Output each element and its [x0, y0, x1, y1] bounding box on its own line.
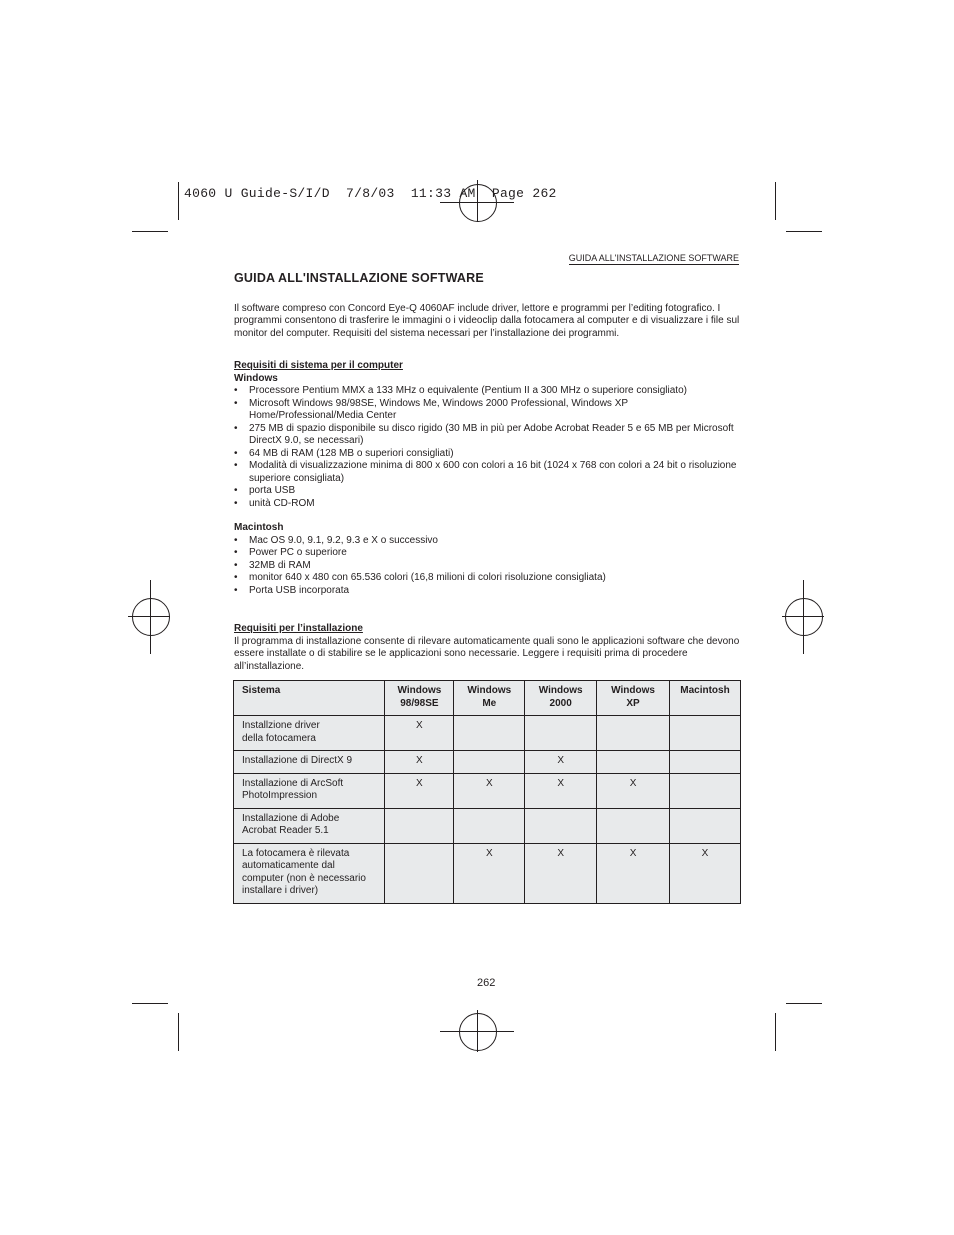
header-sistema: Sistema: [234, 681, 385, 716]
table-cell: [670, 808, 741, 843]
table-row: [234, 808, 741, 843]
registration-mark-icon: [128, 616, 170, 617]
table-cell: X: [385, 751, 454, 774]
list-item: • Mac OS 9.0, 9.1, 9.2, 9.3 e X o successivo: [234, 535, 740, 548]
table-cell: X: [670, 843, 741, 903]
table-cell: [525, 808, 597, 843]
table-cell: X: [454, 773, 525, 808]
row-label: Installazione di Adobe Acrobat Reader 5.1: [234, 808, 385, 843]
table-cell: [454, 751, 525, 774]
table-row: [234, 843, 741, 903]
crop-mark: [786, 1003, 822, 1004]
table-cell: [385, 843, 454, 903]
table-cell: [597, 808, 670, 843]
crop-mark: [775, 1013, 776, 1051]
row-label: Installazione di ArcSoft PhotoImpression: [234, 773, 385, 808]
table-cell: [525, 716, 597, 751]
list-item: • 64 MB di RAM (128 MB o superiori consigliati): [234, 448, 740, 461]
crop-mark: [775, 182, 776, 220]
header-macintosh: Macintosh: [670, 681, 741, 716]
install-requirements-heading: Requisiti per l’installazione: [234, 623, 363, 634]
row-label: La fotocamera è rilevata automaticamente dal computer (non è necessario installare i driver): [234, 843, 385, 903]
crop-mark: [786, 231, 822, 232]
header-winme: Windows Me: [454, 681, 525, 716]
crop-mark: [178, 182, 179, 220]
table-header-row: [234, 681, 741, 716]
registration-mark-icon: [477, 1010, 478, 1052]
macintosh-label: Macintosh: [234, 522, 284, 533]
list-item: • 275 MB di spazio disponibile su disco rigido (30 MB in più per Adobe Acrobat Reader 5 e 65 MB per Microsoft DirectX 9.0, se necessari): [234, 423, 740, 448]
registration-mark-icon: [459, 1013, 497, 1051]
row-label: Installzione driver della fotocamera: [234, 716, 385, 751]
table-row: [234, 751, 741, 774]
table-cell: [385, 808, 454, 843]
list-item: • Porta USB incorporata: [234, 585, 740, 598]
install-requirements-text: Il programma di installazione consente di rilevare automaticamente quali sono le applicazioni software che devono essere installate o di stabilire se le applicazioni sono necessarie. Leggere i requisiti prima di procedere all’installazione.: [234, 635, 740, 672]
table-cell: [670, 751, 741, 774]
registration-mark-icon: [785, 598, 823, 636]
header-win98: Windows 98/98SE: [385, 681, 454, 716]
table-cell: X: [597, 773, 670, 808]
table-cell: X: [525, 751, 597, 774]
windows-label: Windows: [234, 372, 278, 384]
list-item: • Power PC o superiore: [234, 547, 740, 560]
list-item: • monitor 640 x 480 con 65.536 colori (16,8 milioni di colori risoluzione consigliata): [234, 572, 740, 585]
intro-paragraph: Il software compreso con Concord Eye-Q 4060AF include driver, lettore e programmi per l’editing fotografico. I programmi consentono di trasferire le immagini o i videoclip dalla fotocamera al computer e di visualizzare i file sul monitor del computer. Requisiti del sistema necessari per l’installazione dei programmi.: [234, 302, 740, 339]
running-header: GUIDA ALL'INSTALLAZIONE SOFTWARE: [568, 253, 739, 263]
crop-mark: [132, 231, 168, 232]
page-title: GUIDA ALL'INSTALLAZIONE SOFTWARE: [234, 271, 484, 285]
row-label: Installazione di DirectX 9: [234, 751, 385, 774]
table-cell: [454, 808, 525, 843]
registration-mark-icon: [132, 598, 170, 636]
list-item: • 32MB di RAM: [234, 560, 740, 573]
header-win2000: Windows 2000: [525, 681, 597, 716]
list-item: • unità CD-ROM: [234, 498, 740, 511]
list-item: • Microsoft Windows 98/98SE, Windows Me, Windows 2000 Professional, Windows XP Home/Professional/Media Center: [234, 398, 740, 423]
table-cell: X: [525, 773, 597, 808]
print-slug: 4060 U Guide-S/I/D 7/8/03 11:33 AM Page 262: [184, 186, 557, 201]
table-row: [234, 773, 741, 808]
table-cell: X: [525, 843, 597, 903]
table-cell: X: [454, 843, 525, 903]
system-requirements-heading: Requisiti di sistema per il computer: [234, 360, 403, 371]
windows-requirements-list: [234, 385, 740, 510]
registration-mark-icon: [803, 580, 804, 654]
crop-mark: [178, 1013, 179, 1051]
table-cell: [670, 716, 741, 751]
header-winxp: Windows XP: [597, 681, 670, 716]
installation-table: [233, 680, 741, 904]
list-item: • Modalità di visualizzazione minima di 800 x 600 con colori a 16 bit (1024 x 768 con colori a 24 bit o risoluzione superiore consigliata): [234, 460, 740, 485]
table-cell: X: [385, 773, 454, 808]
registration-mark-icon: [150, 580, 151, 654]
table-cell: [597, 716, 670, 751]
main-content: [234, 272, 740, 673]
table-cell: X: [385, 716, 454, 751]
mac-requirements-list: [234, 535, 740, 598]
table-cell: X: [597, 843, 670, 903]
table-cell: [454, 716, 525, 751]
crop-mark: [132, 1003, 168, 1004]
page-number: 262: [477, 977, 496, 989]
table-cell: [670, 773, 741, 808]
table-row: [234, 716, 741, 751]
list-item: • Processore Pentium MMX a 133 MHz o equivalente (Pentium II a 300 MHz o superiore consigliato): [234, 385, 740, 398]
list-item: • porta USB: [234, 485, 740, 498]
table-cell: [597, 751, 670, 774]
